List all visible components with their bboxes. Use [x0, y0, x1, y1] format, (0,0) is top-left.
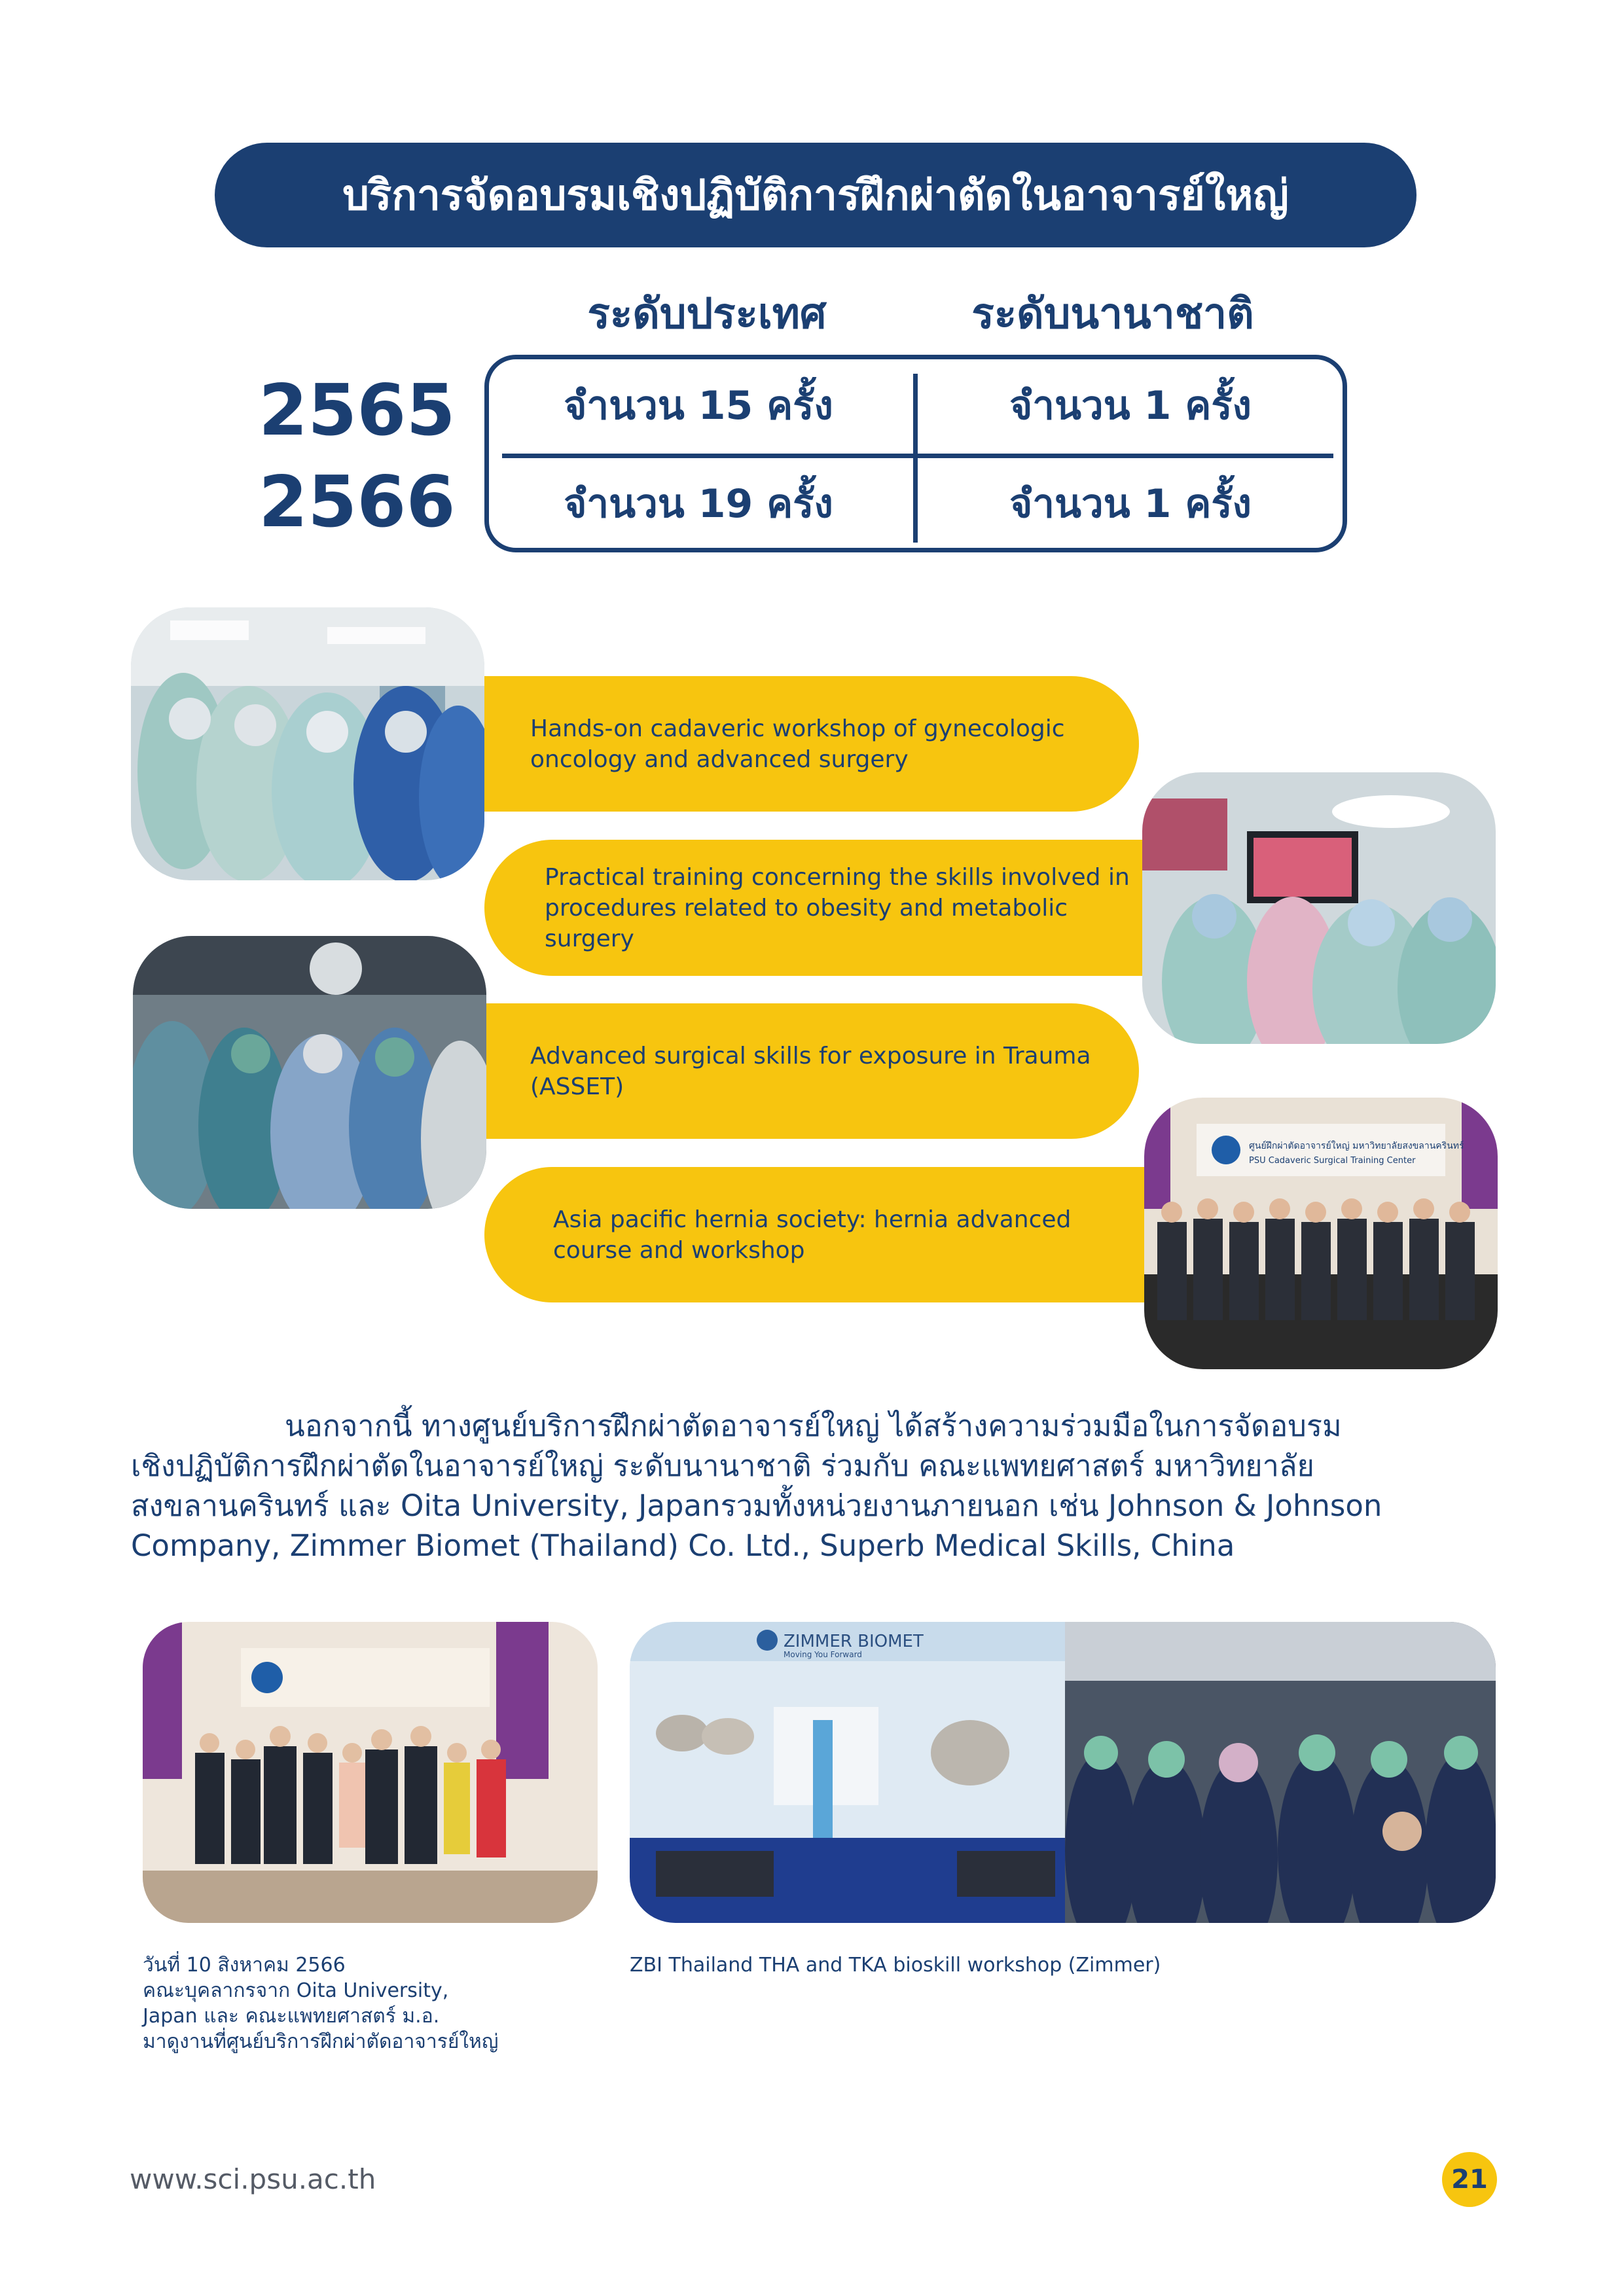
stat-cell-national: จำนวน 15 ครั้ง: [564, 382, 833, 429]
caption-line: มาดูงานที่ศูนย์บริการฝึกผ่าตัดอาจารย์ใหญ่: [143, 2030, 499, 2053]
zimmer-workshop-photo: [630, 1622, 1496, 1923]
zimmer-tagline-text: Moving You Forward: [784, 1650, 862, 1659]
sign-thai-text: ศูนย์ฝึกผ่าตัดอาจารย์ใหญ่ มหาวิทยาลัยสงขลานครินทร์: [1249, 1141, 1464, 1151]
workshop-item: [468, 1003, 1139, 1139]
paragraph-line: Company, Zimmer Biomet (Thailand) Co. Ltd., Superb Medical Skills, China: [131, 1528, 1235, 1563]
training-photo: [1142, 772, 1496, 1044]
group-photo: [1144, 1098, 1498, 1369]
footer-url: www.sci.psu.ac.th: [130, 2163, 376, 2195]
stat-cell-national: จำนวน 19 ครั้ง: [564, 480, 833, 527]
table-divider: [913, 374, 918, 543]
body-paragraph: [131, 1406, 1499, 1566]
photo-caption: [143, 1952, 601, 2054]
page-number: 21: [1451, 2164, 1488, 2195]
paragraph-line: สงขลานครินทร์ และ Oita University, Japanรวมทั้งหน่วยงานภายนอก เช่น Johnson & Johnson: [131, 1488, 1382, 1523]
stat-cell-international: จำนวน 1 ครั้ง: [1009, 382, 1252, 429]
caption-line: Japan และ คณะแพทยศาสตร์ ม.อ.: [143, 2005, 440, 2028]
workshop-label: Asia pacific hernia society: hernia advanced course and workshop: [553, 1206, 1072, 1264]
caption-line: คณะบุคลากรจาก Oita University,: [143, 1979, 449, 2002]
group-photo: [143, 1622, 598, 1923]
year-label: 2565: [259, 370, 456, 452]
photo-caption: ZBI Thailand THA and TKA bioskill workshop (Zimmer): [630, 1954, 1161, 1977]
paragraph-line: นอกจากนี้ ทางศูนย์บริการฝึกผ่าตัดอาจารย์ใหญ่ ได้สร้างความร่วมมือในการจัดอบรม: [285, 1408, 1342, 1443]
workshop-label: Advanced surgical skills for exposure in Trauma (ASSET): [530, 1042, 1091, 1100]
column-header-national: ระดับประเทศ: [587, 290, 827, 338]
zimmer-brand-text: ZIMMER BIOMET: [784, 1632, 924, 1651]
stat-cell-international: จำนวน 1 ครั้ง: [1009, 480, 1252, 527]
workshop-item: [484, 1167, 1159, 1302]
year-label: 2566: [259, 461, 456, 543]
surgery-photo: [133, 936, 486, 1209]
page-title-banner: [215, 143, 1416, 247]
caption-line: วันที่ 10 สิงหาคม 2566: [143, 1954, 346, 1977]
workshop-item: [484, 840, 1159, 976]
page-title: บริการจัดอบรมเชิงปฏิบัติการฝึกผ่าตัดในอาจารย์ใหญ่: [342, 171, 1289, 220]
workshop-item: [468, 676, 1139, 812]
paragraph-line: เชิงปฏิบัติการฝึกผ่าตัดในอาจารย์ใหญ่ ระดับนานาชาติ ร่วมกับ คณะแพทยศาสตร์ มหาวิทยาลัย: [131, 1448, 1314, 1483]
column-header-international: ระดับนานาชาติ: [971, 290, 1254, 338]
workshop-label: Hands-on cadaveric workshop of gynecologic oncology and advanced surgery: [530, 715, 1065, 773]
surgery-photo: [131, 607, 484, 880]
stats-table: [484, 355, 1347, 552]
sign-english-text: PSU Cadaveric Surgical Training Center: [1249, 1156, 1416, 1166]
workshop-label: Practical training concerning the skills involved in procedures related to obesity and metabolic surgery: [545, 863, 1130, 952]
page-number-badge: [1442, 2152, 1497, 2207]
